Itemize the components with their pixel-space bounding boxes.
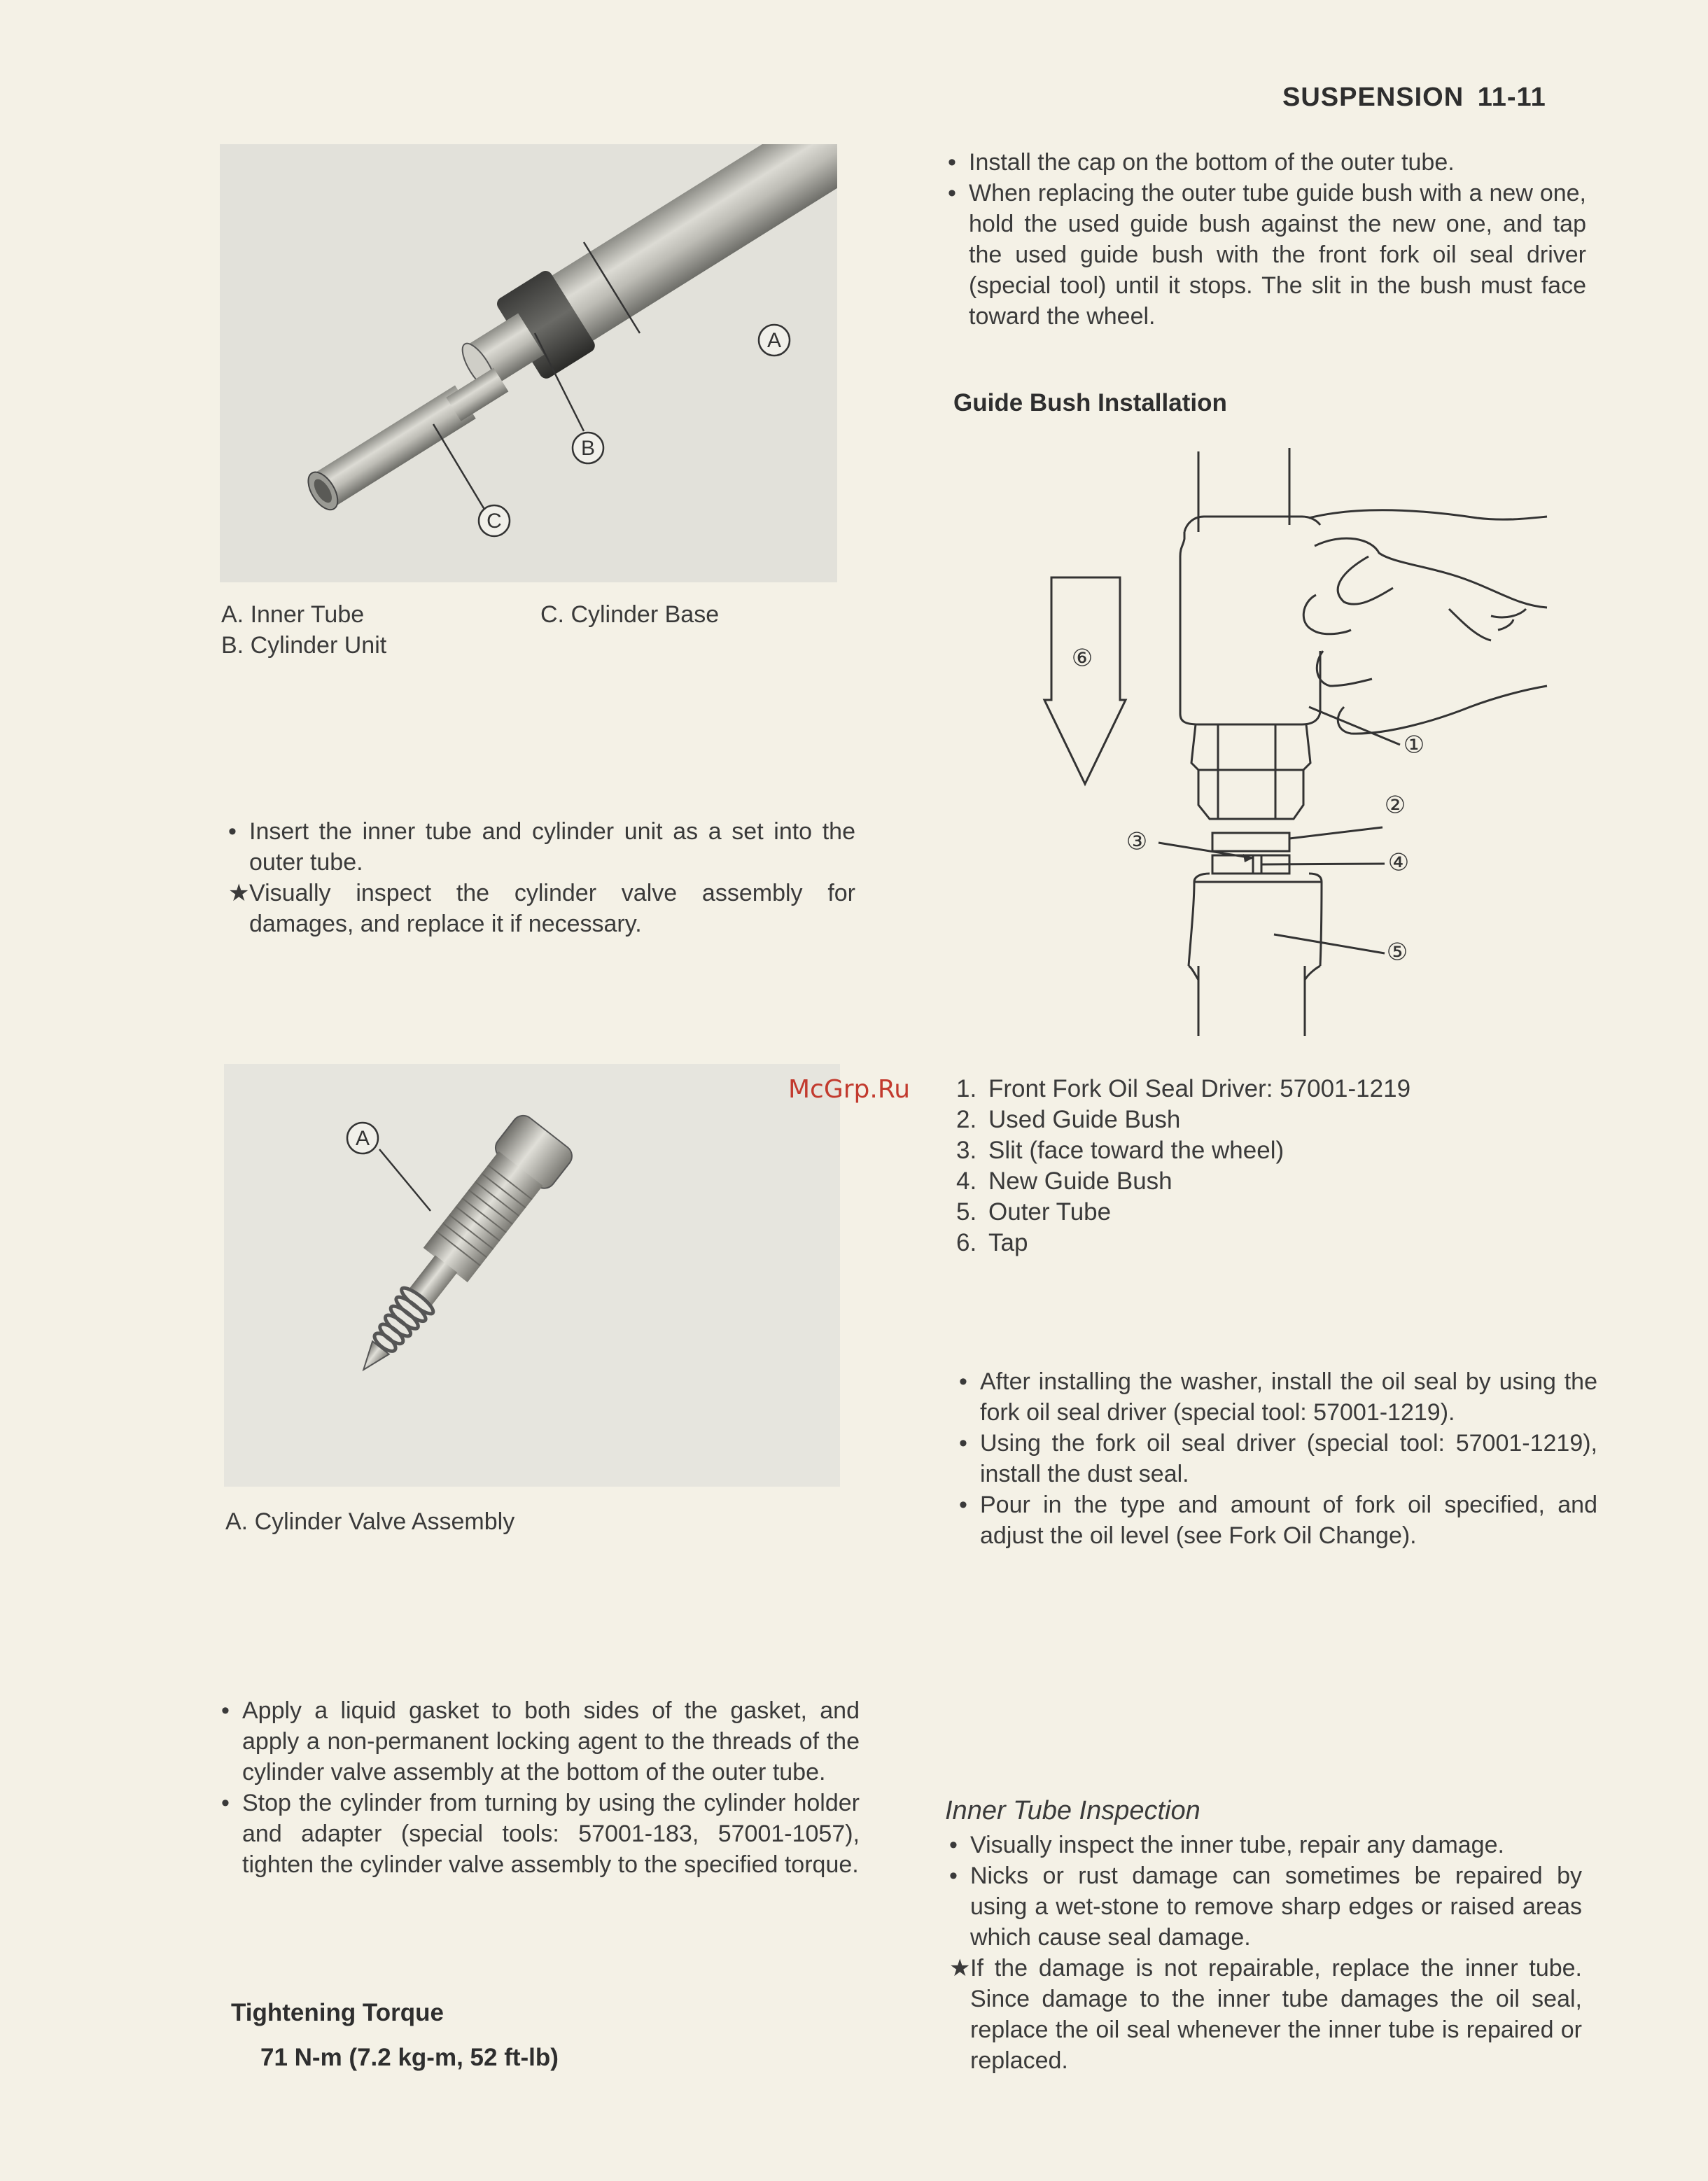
caption-inner-tube: A. Inner Tube: [221, 601, 365, 628]
diagram-label-5: ⑤: [1386, 938, 1408, 967]
caption-cylinder-unit: B. Cylinder Unit: [221, 632, 387, 659]
inner-tube-illustration: [220, 144, 837, 582]
list-item: • Using the fork oil seal driver (special tool: 57001-1219), install the dust seal.: [959, 1430, 1597, 1487]
cylinder-valve-photo: [224, 1064, 840, 1487]
photo2-caption: A. Cylinder Valve Assembly: [225, 1508, 515, 1535]
torque-heading: Tightening Torque: [231, 1999, 444, 2026]
list-item: 4. New Guide Bush: [956, 1167, 1172, 1195]
left-instructions-2: [221, 1695, 860, 1880]
cylinder-valve-illustration: [224, 1064, 840, 1487]
diagram-label-3: ③: [1126, 827, 1148, 856]
photo1-label-b: B: [580, 436, 596, 460]
diagram-label-4: ④: [1387, 848, 1410, 877]
list-item: 6. Tap: [956, 1229, 1028, 1256]
list-item: • Install the cap on the bottom of the outer tube.: [948, 149, 1455, 176]
list-item: • Stop the cylinder from turning by using the cylinder holder and adapter (special tools: 57001-183, 57001-1057), tighten the cylinder valve assembly to the specified torque.: [221, 1790, 860, 1878]
diagram-label-2: ②: [1384, 791, 1406, 820]
torque-value: 71 N-m (7.2 kg-m, 52 ft-lb): [260, 2044, 559, 2071]
list-item: • After installing the washer, install the oil seal by using the fork oil seal driver (special tool: 57001-1219).: [959, 1368, 1597, 1426]
right-instructions-1: [948, 147, 1586, 332]
diagram-label-1: ①: [1403, 731, 1425, 759]
list-item: • Pour in the type and amount of fork oil specified, and adjust the oil level (see Fork Oil Change).: [959, 1492, 1597, 1549]
list-item: 1. Front Fork Oil Seal Driver: 57001-1219: [956, 1075, 1411, 1102]
list-item: ★ Visually inspect the cylinder valve assembly for damages, and replace it if necessary.: [228, 880, 855, 937]
list-item: • Insert the inner tube and cylinder unit as a set into the outer tube.: [228, 818, 855, 876]
diagram-label-6: ⑥: [1071, 644, 1093, 673]
list-item: 5. Outer Tube: [956, 1198, 1112, 1226]
inner-tube-instructions: [949, 1830, 1582, 2076]
left-instructions-1: [228, 816, 855, 939]
page-header: [1282, 83, 1546, 113]
list-item: • Apply a liquid gasket to both sides of the gasket, and apply a non-permanent locking agent to the threads of the cylinder valve assembly at the bottom of the outer tube.: [221, 1697, 860, 1786]
right-instructions-2: [959, 1366, 1597, 1551]
photo1-label-c: C: [486, 509, 502, 533]
list-item: 3. Slit (face toward the wheel): [956, 1137, 1284, 1164]
list-item: ★ If the damage is not repairable, replace the inner tube. Since damage to the inner tube damages the oil seal, replace the oil seal whenever the inner tube is repaired or replaced.: [949, 1955, 1582, 2074]
inner-tube-photo: [220, 144, 837, 582]
list-item: • When replacing the outer tube guide bush with a new one, hold the used guide bush against the new one, and tap the used guide bush with the front fork oil seal driver (special tool) until it stops. The slit in the bush must face toward the wheel.: [948, 180, 1586, 330]
list-item: 2. Used Guide Bush: [956, 1106, 1181, 1133]
photo1-label-a: A: [766, 328, 782, 352]
page-number: 11-11: [1477, 83, 1546, 112]
section-title: SUSPENSION: [1282, 83, 1464, 112]
watermark: McGrp.Ru: [788, 1075, 911, 1104]
diagram-legend: [956, 1074, 1572, 1258]
list-item: • Nicks or rust damage can sometimes be repaired by using a wet-stone to remove sharp edges or raised areas which cause seal damage.: [949, 1863, 1582, 1951]
list-item: • Visually inspect the inner tube, repair any damage.: [949, 1832, 1504, 1858]
photo1-caption: [221, 599, 851, 661]
guide-bush-diagram: [1015, 441, 1561, 1043]
caption-cylinder-base: C. Cylinder Base: [540, 601, 720, 628]
inner-tube-heading: Inner Tube Inspection: [945, 1796, 1200, 1825]
photo2-label-a: A: [355, 1126, 370, 1150]
diagram-title: Guide Bush Installation: [953, 389, 1227, 416]
